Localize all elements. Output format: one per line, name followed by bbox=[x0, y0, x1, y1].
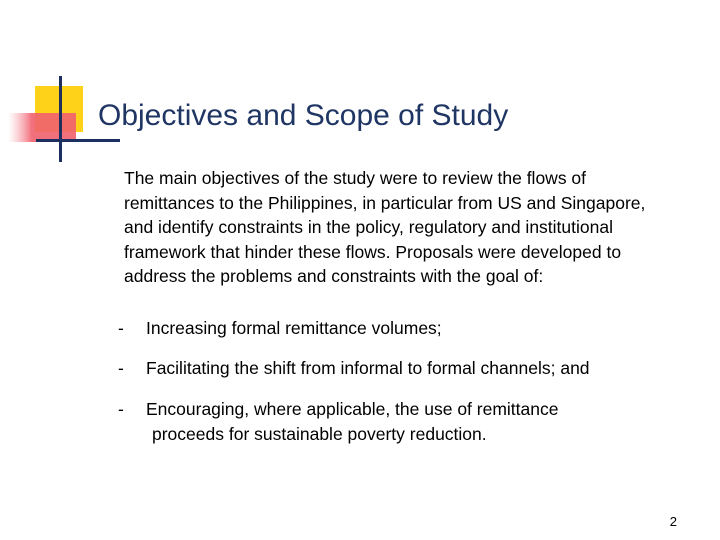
bullet-marker: - bbox=[118, 318, 124, 338]
title-ornament bbox=[0, 0, 120, 170]
ornament-vertical-line bbox=[59, 76, 62, 162]
ornament-horizontal-line bbox=[36, 139, 120, 142]
bullet-text: Facilitating the shift from informal to formal channels; and bbox=[146, 358, 590, 378]
bullet-continuation: proceeds for sustainable poverty reduction. bbox=[152, 423, 487, 444]
page-number: 2 bbox=[669, 514, 677, 529]
ornament-red-bar bbox=[8, 113, 76, 142]
bullet-marker: - bbox=[118, 399, 124, 419]
bullet-item bbox=[118, 356, 590, 381]
bullet-text: Encouraging, where applicable, the use of remittance bbox=[146, 399, 559, 419]
bullet-text: Increasing formal remittance volumes; bbox=[146, 318, 442, 338]
slide-title: Objectives and Scope of Study bbox=[98, 99, 509, 132]
bullet-item bbox=[118, 316, 442, 341]
bullet-item bbox=[118, 397, 558, 446]
bullet-marker: - bbox=[118, 358, 124, 378]
intro-paragraph: The main objectives of the study were to review the flows of remittances to the Philippines, in particular from US and Singapore, and identify constraints in the policy, regulatory and institutional framework that hinder these flows. Proposals were developed to address the problems and constraints with the goal of: bbox=[124, 168, 646, 287]
